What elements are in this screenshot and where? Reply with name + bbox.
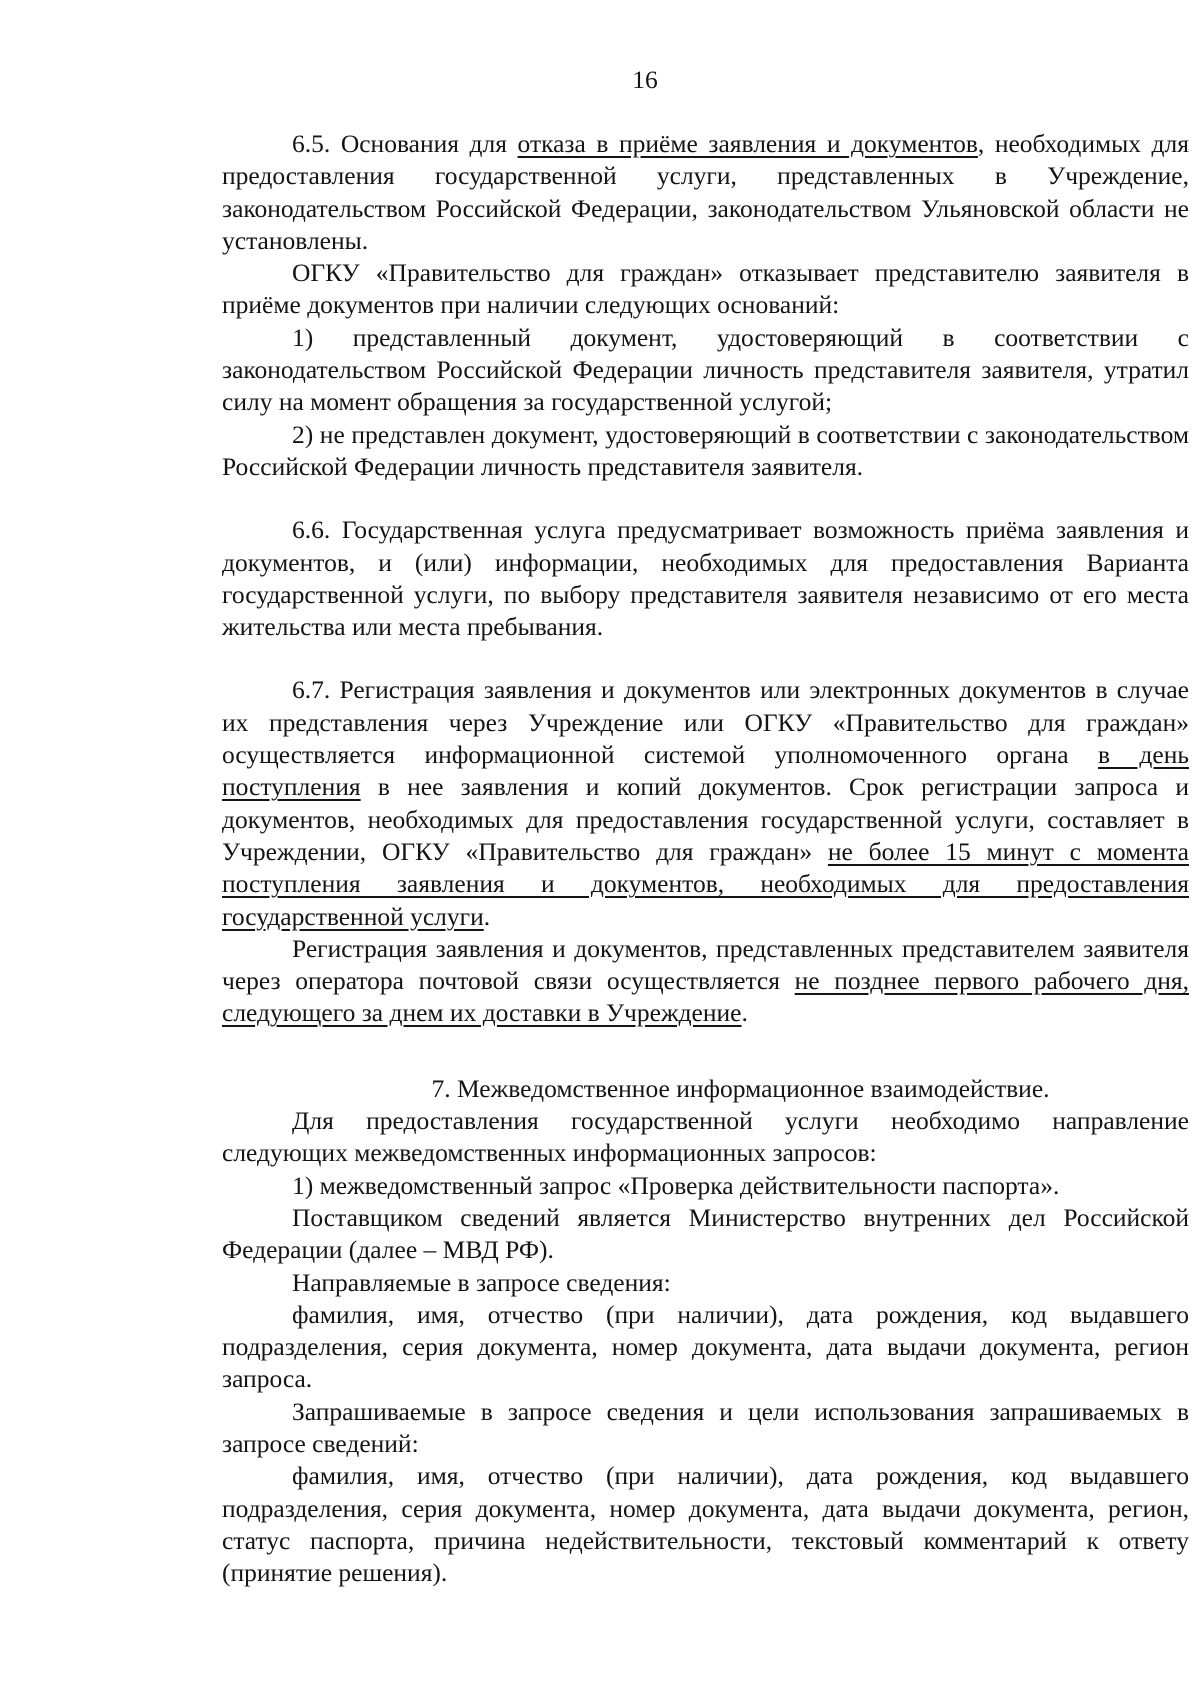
paragraph-6-7 xyxy=(222,674,1189,932)
paragraph-postal-underlined: не позднее первого рабочего дня, следующего за днем их доставки в Учреждение xyxy=(222,966,1189,1028)
section-7-heading: 7. Межведомственное информационное взаимодействие. xyxy=(431,1073,1050,1103)
page-number: 16 xyxy=(632,65,658,94)
section-7-requested-label: Запрашиваемые в запросе сведения и цели использования запрашиваемых в запросе сведений: xyxy=(222,1396,1189,1458)
list-item-2: 2) не представлен документ, удостоверяющий в соответствии с законодательством Российской Федерации личность представителя заявителя. xyxy=(222,419,1189,481)
document-body xyxy=(222,128,1189,1589)
paragraph-postal-start: Регистрация заявления и документов, представленных представителем заявителя через оператора почтовой связи осуществляется xyxy=(222,933,1189,996)
paragraph-6-5-start: 6.5. Основания для xyxy=(292,129,518,158)
list-item-1: 1) представленный документ, удостоверяющий в соответствии с законодательством Российской Федерации личность представителя заявителя, утратил силу на момент обращения за государственной услугой; xyxy=(222,322,1189,417)
section-7-requested-fields: фамилия, имя, отчество (при наличии), дата рождения, код выдавшего подразделения, серия документа, номер документа, дата выдачи документа, регион, статус паспорта, причина недействительности, текстовый комментарий к ответу (принятие решения). xyxy=(222,1461,1189,1588)
paragraph-6-7-start: 6.7. Регистрация заявления и документов или электронных документов в случае их представления через Учреждение или ОГКУ «Правительство для граждан» осуществляется информационной системой уполномоченного органа xyxy=(222,675,1189,770)
paragraph-6-5-underlined: отказа в приёме заявления и документов xyxy=(517,129,978,158)
paragraph-6-6: 6.6. Государственная услуга предусматривает возможность приёма заявления и документов, и (или) информации, необходимых для предоставления Варианта государственной услуги, по выбору представителя заявителя независимо от его места жительства или места пребывания. xyxy=(222,515,1189,642)
paragraph-6-7-underlined-term: не более 15 минут с момента поступления заявления и документов, необходимых для предоставления государственной услуги xyxy=(222,836,1189,931)
section-7-intro: Для предоставления государственной услуги необходимо направление следующих межведомственных информационных запросов: xyxy=(222,1106,1189,1168)
paragraph-6-5 xyxy=(222,128,1189,257)
section-7-item-1: 1) межведомственный запрос «Проверка действительности паспорта». xyxy=(292,1170,1060,1200)
section-7-sent-fields: фамилия, имя, отчество (при наличии), дата рождения, код выдавшего подразделения, серия документа, номер документа, дата выдачи документа, регион запроса. xyxy=(222,1299,1189,1394)
paragraph-postal-end: . xyxy=(741,998,748,1028)
paragraph-postal-registration xyxy=(222,933,1189,1030)
paragraph-6-7-underlined-day: в день поступления xyxy=(222,740,1189,802)
paragraph-6-7-middle: в нее заявления и копий документов. Срок регистрации запроса и документов, необходимых для предоставления государственной услуги, составляет в Учреждении, ОГКУ «Правительство для граждан» xyxy=(222,772,1189,866)
section-7-sent-label: Направляемые в запросе сведения: xyxy=(292,1267,671,1297)
paragraph-ogku-refusal: ОГКУ «Правительство для граждан» отказывает представителю заявителя в приёме документов при наличии следующих оснований: xyxy=(222,258,1189,320)
paragraph-6-5-end: , необходимых для предоставления государственной услуги, представленных в Учреждение, законодательством Российской Федерации, законодательством Ульяновской области не установлены. xyxy=(222,129,1189,255)
section-7-provider: Поставщиком сведений является Министерство внутренних дел Российской Федерации (далее – МВД РФ). xyxy=(222,1202,1189,1265)
paragraph-6-7-end: . xyxy=(483,901,491,931)
